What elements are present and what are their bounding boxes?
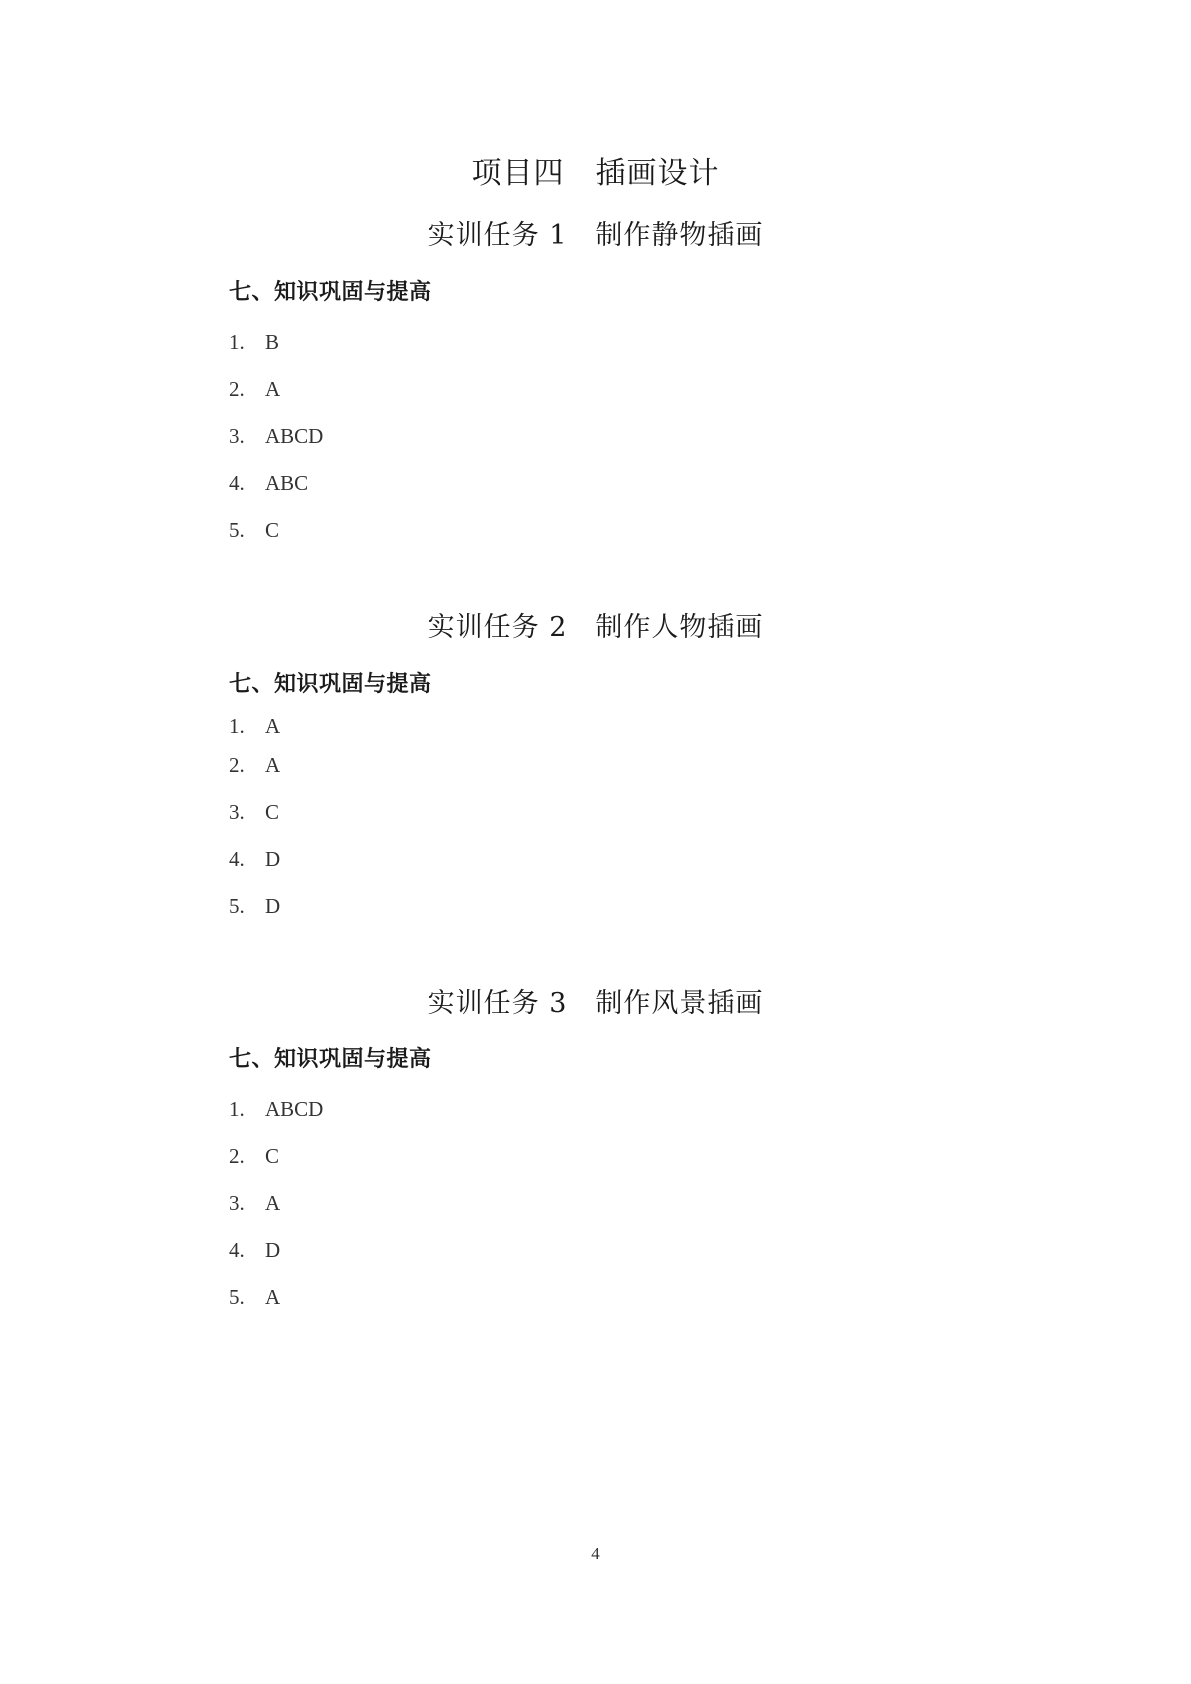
- section-1-answer-4: [229, 469, 308, 497]
- answer-number: 5.: [229, 518, 245, 542]
- section-3-answer-4: [229, 1236, 280, 1264]
- answer-value: A: [265, 714, 281, 738]
- page-title: 项目四 插画设计: [471, 156, 720, 191]
- answer-number: 2.: [229, 1144, 245, 1168]
- section-3-answer-5: [229, 1283, 280, 1311]
- section-3-answer-3: [229, 1189, 280, 1217]
- section-3-answer-2: [229, 1142, 279, 1170]
- answer-number: 1.: [229, 330, 245, 354]
- answer-number: 3.: [229, 800, 245, 824]
- section-2-heading: 七、知识巩固与提高: [229, 672, 432, 697]
- section-1-heading: 七、知识巩固与提高: [229, 280, 432, 305]
- answer-value: A: [265, 1285, 281, 1309]
- answer-value: D: [265, 847, 281, 871]
- answer-number: 2.: [229, 377, 245, 401]
- answer-value: A: [265, 753, 281, 777]
- section-1-title: 实训任务 1 制作静物插画: [427, 220, 764, 251]
- answer-number: 4.: [229, 471, 245, 495]
- section-1-answer-2: [229, 375, 280, 403]
- answer-value: ABCD: [265, 1097, 324, 1121]
- page-number: 4: [591, 1544, 600, 1563]
- section-2-answer-2: [229, 751, 280, 779]
- answer-number: 1.: [229, 1097, 245, 1121]
- section-1-answer-1: [229, 328, 279, 356]
- answer-number: 5.: [229, 894, 245, 918]
- answer-value: C: [265, 518, 280, 542]
- answer-value: B: [265, 330, 280, 354]
- answer-value: A: [265, 1191, 281, 1215]
- section-3-answer-1: [229, 1095, 323, 1123]
- answer-number: 3.: [229, 424, 245, 448]
- section-1-answer-3: [229, 422, 323, 450]
- answer-number: 1.: [229, 714, 245, 738]
- answer-number: 4.: [229, 847, 245, 871]
- answer-value: C: [265, 800, 280, 824]
- section-2-answer-4: [229, 845, 280, 873]
- answer-value: D: [265, 1238, 281, 1262]
- answer-value: D: [265, 894, 281, 918]
- answer-number: 5.: [229, 1285, 245, 1309]
- section-2-answer-3: [229, 798, 279, 826]
- answer-number: 3.: [229, 1191, 245, 1215]
- section-3-title: 实训任务 3 制作风景插画: [427, 988, 764, 1019]
- section-2-answer-1: [229, 712, 280, 740]
- answer-value: A: [265, 377, 281, 401]
- answer-value: C: [265, 1144, 280, 1168]
- section-1-answer-5: [229, 516, 279, 544]
- answer-number: 2.: [229, 753, 245, 777]
- answer-number: 4.: [229, 1238, 245, 1262]
- section-3-heading: 七、知识巩固与提高: [229, 1047, 432, 1072]
- section-2-title: 实训任务 2 制作人物插画: [427, 612, 764, 643]
- answer-value: ABCD: [265, 424, 324, 448]
- section-2-answer-5: [229, 892, 280, 920]
- answer-value: ABC: [265, 471, 309, 495]
